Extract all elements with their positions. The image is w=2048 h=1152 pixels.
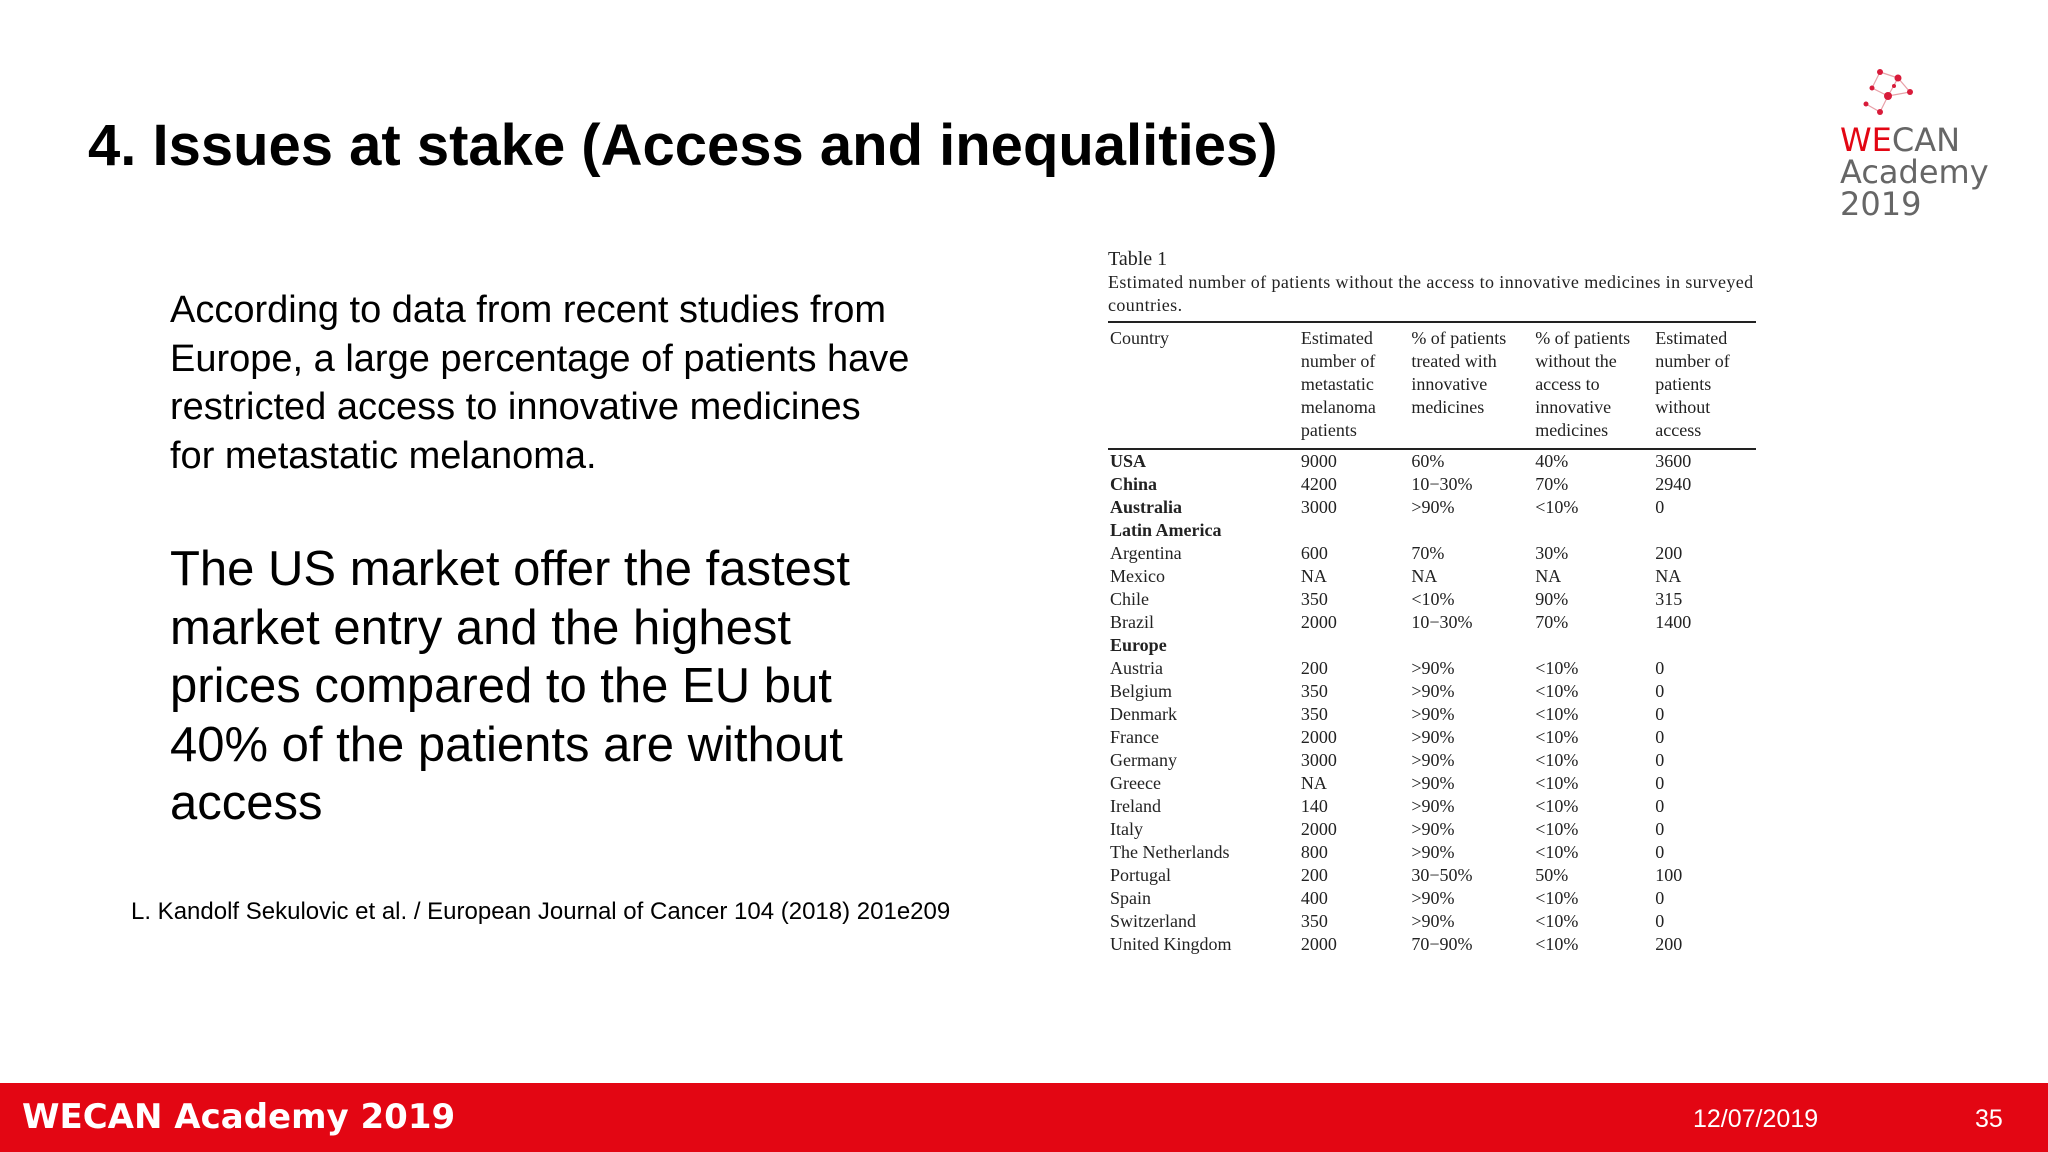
value-cell: NA [1411, 566, 1438, 586]
table-row [1108, 772, 1756, 795]
value-cell: >90% [1411, 842, 1455, 862]
value-cell: 0 [1655, 658, 1665, 678]
value-cell: 200 [1300, 865, 1328, 885]
table-row [1108, 680, 1756, 703]
table-row [1108, 887, 1756, 910]
footer-date: 12/07/2019 [1693, 1105, 1819, 1133]
value-cell: 4200 [1300, 474, 1337, 494]
country-cell: Switzerland [1110, 911, 1196, 931]
country-cell: Austria [1110, 658, 1163, 678]
value-cell: NA [1535, 566, 1562, 586]
slide-title: 4. Issues at stake (Access and inequalities) [88, 113, 1278, 178]
value-cell: 350 [1300, 681, 1328, 701]
logo-line1-rest: CAN [1891, 121, 1961, 159]
value-cell: 200 [1655, 543, 1683, 563]
value-cell: 0 [1655, 497, 1665, 517]
section-label: Latin America [1110, 520, 1222, 540]
value-cell: NA [1300, 773, 1327, 793]
value-cell: 140 [1300, 796, 1328, 816]
value-cell: >90% [1411, 796, 1455, 816]
logo-accent: WE [1840, 121, 1892, 159]
table-section-row [1108, 634, 1756, 657]
value-cell: >90% [1411, 681, 1455, 701]
value-cell: <10% [1535, 842, 1579, 862]
country-cell: Mexico [1110, 566, 1165, 586]
header-without-access-percent: % of patients without the access to innovative medicines [1533, 322, 1653, 449]
value-cell: <10% [1535, 497, 1579, 517]
value-cell: <10% [1535, 796, 1579, 816]
value-cell: 3000 [1300, 497, 1337, 517]
country-cell: USA [1110, 451, 1147, 471]
value-cell: 315 [1655, 589, 1683, 609]
wecan-academy-logo [1832, 64, 1988, 236]
value-cell: 200 [1655, 934, 1683, 954]
header-without-access-number: Estimated number of patients without access [1653, 322, 1756, 449]
intro-paragraph: According to data from recent studies from Europe, a large percentage of patients have restricted access to innovative medicines for metastatic melanoma. [170, 289, 910, 477]
logo-line2: Academy [1840, 153, 1989, 191]
value-cell: 0 [1655, 842, 1665, 862]
value-cell: >90% [1411, 704, 1455, 724]
value-cell: 0 [1655, 773, 1665, 793]
table-header-row [1108, 322, 1756, 449]
header-country: Country [1108, 322, 1299, 449]
value-cell: >90% [1411, 750, 1455, 770]
country-cell: United Kingdom [1110, 934, 1232, 954]
network-dots-icon [1832, 64, 1952, 128]
value-cell: 9000 [1300, 451, 1337, 471]
section-label: Europe [1110, 635, 1167, 655]
country-cell: Australia [1110, 497, 1182, 517]
value-cell: 0 [1655, 911, 1665, 931]
value-cell: >90% [1411, 888, 1455, 908]
value-cell: 350 [1300, 704, 1328, 724]
value-cell: 350 [1300, 911, 1328, 931]
country-cell: Greece [1110, 773, 1161, 793]
country-cell: France [1110, 727, 1159, 747]
value-cell: 10−30% [1411, 474, 1473, 494]
value-cell: 70% [1535, 474, 1569, 494]
value-cell: >90% [1411, 727, 1455, 747]
value-cell: >90% [1411, 819, 1455, 839]
country-cell: Portugal [1110, 865, 1171, 885]
table-row [1108, 726, 1756, 749]
value-cell: 2000 [1300, 727, 1337, 747]
logo-text [1840, 121, 1989, 223]
value-cell: 3600 [1655, 451, 1692, 471]
value-cell: 70% [1535, 612, 1569, 632]
table-row [1108, 611, 1756, 634]
value-cell: 0 [1655, 796, 1665, 816]
value-cell: <10% [1535, 911, 1579, 931]
footer-brand: WECAN Academy 2019 [22, 1097, 456, 1137]
value-cell: <10% [1535, 658, 1579, 678]
value-cell: >90% [1411, 658, 1455, 678]
value-cell: 30−50% [1411, 865, 1473, 885]
country-cell: Germany [1110, 750, 1177, 770]
value-cell: 40% [1535, 451, 1569, 471]
value-cell: 30% [1535, 543, 1569, 563]
country-cell: Brazil [1110, 612, 1154, 632]
value-cell: <10% [1535, 773, 1579, 793]
table-row [1108, 542, 1756, 565]
table-row [1108, 496, 1756, 519]
us-market-paragraph: The US market offer the fastest market entry and the highest prices compared to the EU but 40% of the patients are without access [170, 542, 850, 830]
value-cell: >90% [1411, 497, 1455, 517]
value-cell: <10% [1535, 727, 1579, 747]
country-cell: Chile [1110, 589, 1149, 609]
page-number: 35 [1975, 1105, 2003, 1133]
value-cell: <10% [1535, 819, 1579, 839]
table-row [1108, 565, 1756, 588]
value-cell: 2000 [1300, 934, 1337, 954]
value-cell: NA [1300, 566, 1327, 586]
value-cell: 2000 [1300, 819, 1337, 839]
table-row [1108, 703, 1756, 726]
country-cell: Argentina [1110, 543, 1182, 563]
country-cell: Italy [1110, 819, 1143, 839]
country-cell: Belgium [1110, 681, 1172, 701]
value-cell: 0 [1655, 727, 1665, 747]
value-cell: <10% [1535, 681, 1579, 701]
footer-bar [0, 1083, 2048, 1152]
access-table [1108, 321, 1756, 956]
value-cell: 50% [1535, 865, 1569, 885]
value-cell: 2940 [1655, 474, 1692, 494]
table-description: Estimated number of patients without the access to innovative medicines in surveyed countries. [1108, 272, 1754, 315]
table-row [1108, 795, 1756, 818]
value-cell: <10% [1535, 704, 1579, 724]
value-cell: 0 [1655, 750, 1665, 770]
country-cell: Spain [1110, 888, 1152, 908]
country-cell: China [1110, 474, 1158, 494]
value-cell: NA [1655, 566, 1682, 586]
value-cell: 800 [1300, 842, 1328, 862]
table-row [1108, 449, 1756, 473]
logo-line3: 2019 [1840, 185, 1922, 223]
table-row [1108, 910, 1756, 933]
country-cell: The Netherlands [1110, 842, 1230, 862]
header-treated-percent: % of patients treated with innovative medicines [1409, 322, 1533, 449]
value-cell: 400 [1300, 888, 1328, 908]
value-cell: 3000 [1300, 750, 1337, 770]
value-cell: 200 [1300, 658, 1328, 678]
header-estimated-patients: Estimated number of metastatic melanoma patients [1299, 322, 1409, 449]
table-row [1108, 588, 1756, 611]
value-cell: 350 [1300, 589, 1328, 609]
value-cell: <10% [1411, 589, 1455, 609]
country-cell: Denmark [1110, 704, 1177, 724]
value-cell: <10% [1535, 750, 1579, 770]
value-cell: 10−30% [1411, 612, 1473, 632]
table-body [1108, 449, 1756, 956]
value-cell: 1400 [1655, 612, 1692, 632]
table-row [1108, 818, 1756, 841]
value-cell: 100 [1655, 865, 1683, 885]
value-cell: 70% [1411, 543, 1445, 563]
citation: L. Kandolf Sekulovic et al. / European Journal of Cancer 104 (2018) 201e209 [131, 898, 951, 925]
table-section-row [1108, 519, 1756, 542]
value-cell: 0 [1655, 888, 1665, 908]
table-row [1108, 473, 1756, 496]
value-cell: 0 [1655, 819, 1665, 839]
value-cell: >90% [1411, 911, 1455, 931]
value-cell: 600 [1300, 543, 1328, 563]
table-row [1108, 841, 1756, 864]
table-row [1108, 657, 1756, 680]
value-cell: <10% [1535, 934, 1579, 954]
value-cell: >90% [1411, 773, 1455, 793]
table-row [1108, 864, 1756, 887]
country-cell: Ireland [1110, 796, 1161, 816]
value-cell: 90% [1535, 589, 1569, 609]
value-cell: 2000 [1300, 612, 1337, 632]
value-cell: 70−90% [1411, 934, 1473, 954]
table-row [1108, 933, 1756, 956]
patients-access-table [1108, 248, 1768, 956]
value-cell: <10% [1535, 888, 1579, 908]
value-cell: 0 [1655, 704, 1665, 724]
table-row [1108, 749, 1756, 772]
value-cell: 60% [1411, 451, 1445, 471]
value-cell: 0 [1655, 681, 1665, 701]
table-caption: Table 1 [1108, 248, 1168, 270]
